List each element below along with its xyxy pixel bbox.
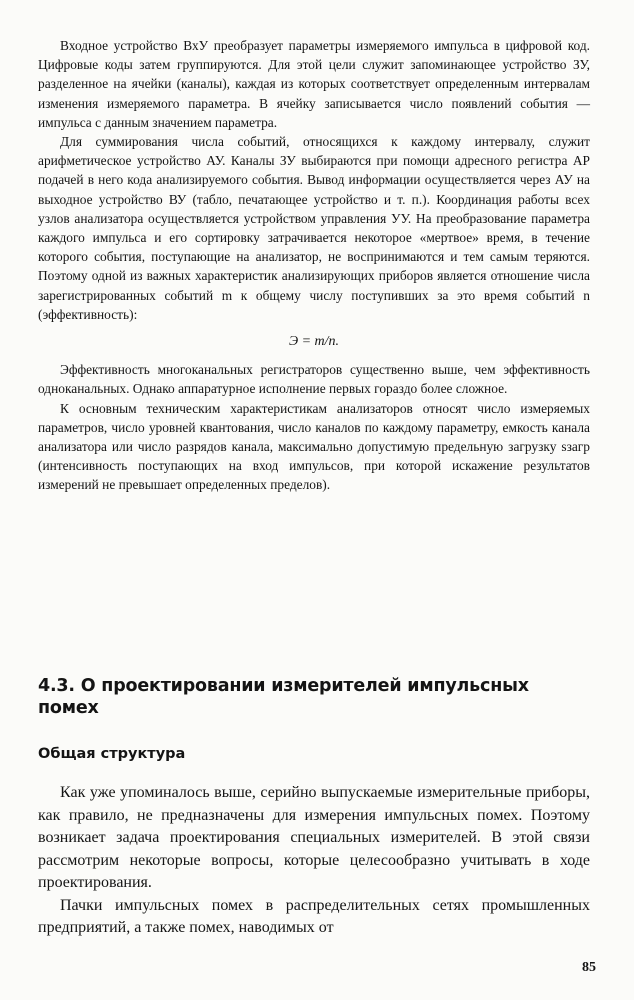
body-text-block (38, 36, 590, 495)
paragraph: Как уже упоминалось выше, серийно выпускаемые измерительные приборы, как правило, не предназначены для измерения импульсных помех. Поэтому возникает задача проектирования специальных измерителей. В этой связи рассмотрим некоторые вопросы, которые целесообразно учитывать в ходе проектирования. (38, 784, 590, 891)
section-heading: 4.3. О проектировании измерителей импульсных помех (38, 676, 529, 718)
paragraph: Для суммирования числа событий, относящихся к каждому интервалу, служит арифметическое устройство АУ. Каналы ЗУ выбираются при помощи адресного регистра АР подачей в него кода анализируемого события. Вывод информации осуществляется через АУ на выходное устройство ВУ (табло, печатающее устройство и т. п.). Координация работы всех узлов анализатора осуществляется устройством управления УУ. На преобразование параметра каждого импульса и его сортировку затрачивается некоторое «мертвое» время, в течение которого события, поступающие на анализатор, не воспринимаются и тем самым теряются. Поэтому одной из важных характеристик анализирующих приборов является отношение числа зарегистрированных событий m к общему числу поступивших за это время событий n (эффективность): (38, 134, 590, 322)
paragraph: Входное устройство ВхУ преобразует параметры измеряемого импульса в цифровой код. Цифровые коды затем группируются. Для этой цели служит запоминающее устройство ЗУ, разделенное на ячейки (каналы), каждая из которых соответствует определенным интервалам изменения измеряемого параметра. В ячейку записывается число появлений события — импульса с данным значением параметра. (38, 38, 590, 130)
page-number: 85 (582, 960, 596, 975)
paragraph: Пачки импульсных помех в распределительных сетях промышленных предприятий, а также помех, наводимых от (38, 896, 590, 936)
paragraph: К основным техническим характеристикам анализаторов относят число измеряемых параметров, число уровней квантования, число каналов по каждому параметру, емкость канала анализатора или число разрядов канала, максимально допустимую предельную загрузку sзагр (интенсивность поступающих на вход импульсов, при которой искажение результатов измерений не превышает определенных пределов). (38, 400, 590, 493)
efficiency-formula: Э = m/n. (288, 334, 340, 350)
section-text-block (38, 782, 590, 940)
paragraph: Эффективность многоканальных регистраторов существенно выше, чем эффективность одноканальных. Однако аппаратурное исполнение первых гораздо более сложное. (38, 362, 590, 397)
subsection-heading: Общая структура (38, 746, 186, 762)
